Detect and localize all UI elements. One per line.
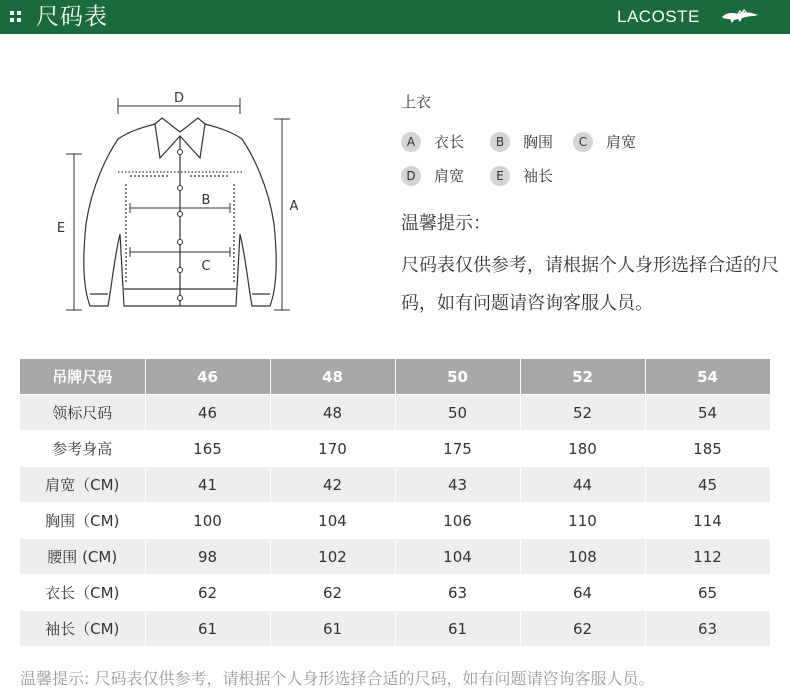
table-cell: 62 [520,611,645,647]
table-header-cell: 48 [270,359,395,395]
table-cell: 62 [145,575,270,611]
table-row [20,395,770,431]
dim-label-e: E [56,221,66,236]
table-cell: 43 [395,467,520,503]
table-cell: 45 [645,467,770,503]
table-cell: 185 [645,431,770,467]
dim-label-c: C [201,259,211,274]
legend-label: 袖长 [523,167,554,185]
row-label: 肩宽（CM) [20,467,145,503]
table-cell: 50 [395,395,520,431]
table-header-row [20,359,770,395]
legend-badge: D [401,166,421,186]
row-label: 袖长（CM) [20,611,145,647]
legend-label: 肩宽 [434,167,465,185]
row-label: 腰围 (CM) [20,539,145,575]
legend-badge: E [490,166,510,186]
table-header-cell: 吊牌尺码 [20,359,145,395]
table-cell: 61 [395,611,520,647]
legend-badge: B [490,132,510,152]
table-row [20,467,770,503]
table-cell: 180 [520,431,645,467]
row-label: 参考身高 [20,431,145,467]
table-row [20,539,770,575]
row-label: 胸围（CM) [20,503,145,539]
table-header-cell: 50 [395,359,520,395]
legend-label: 胸围 [523,133,554,151]
table-cell: 98 [145,539,270,575]
table-cell: 106 [395,503,520,539]
table-row [20,431,770,467]
table-cell: 63 [395,575,520,611]
table-cell: 52 [520,395,645,431]
dim-label-a: A [289,199,299,214]
table-cell: 108 [520,539,645,575]
row-label: 领标尺码 [20,395,145,431]
footer-tip: 温馨提示: 尺码表仅供参考，请根据个人身形选择合适的尺码，如有问题请咨询客服人员。 [20,669,655,688]
legend-badge: A [401,132,421,152]
table-cell: 42 [270,467,395,503]
table-cell: 112 [645,539,770,575]
dim-label-b: B [201,193,211,208]
table-cell: 54 [645,395,770,431]
table-cell: 104 [395,539,520,575]
table-cell: 46 [145,395,270,431]
table-cell: 61 [145,611,270,647]
table-cell: 114 [645,503,770,539]
table-cell: 44 [520,467,645,503]
table-header-cell: 52 [520,359,645,395]
legend-label: 肩宽 [606,133,637,151]
size-table [20,359,771,647]
category-label: 上衣 [401,93,432,111]
table-cell: 102 [270,539,395,575]
table-cell: 61 [270,611,395,647]
table-cell: 63 [645,611,770,647]
row-label: 衣长（CM) [20,575,145,611]
table-header-cell: 54 [645,359,770,395]
tip-title: 温馨提示： [401,213,491,234]
table-cell: 48 [270,395,395,431]
dim-label-d: D [173,91,185,106]
tip-text: 尺码表仅供参考，请根据个人身形选择合适的尺码，如有问题请咨询客服人员。 [401,255,779,314]
grid-dots-icon [10,11,22,23]
table-cell: 64 [520,575,645,611]
table-row [20,575,770,611]
table-header-cell: 46 [145,359,270,395]
table-cell: 170 [270,431,395,467]
legend-badge: C [573,132,593,152]
table-cell: 65 [645,575,770,611]
table-row [20,503,770,539]
page-title: 尺码表 [36,4,108,30]
table-cell: 100 [145,503,270,539]
table-cell: 175 [395,431,520,467]
crocodile-logo-icon [720,7,760,27]
brand-logo-text: LACOSTE [617,7,700,26]
table-cell: 110 [520,503,645,539]
table-cell: 41 [145,467,270,503]
table-row [20,611,770,647]
jacket-diagram [50,84,310,324]
table-cell: 104 [270,503,395,539]
header-bar [0,0,790,34]
table-cell: 62 [270,575,395,611]
legend-label: 衣长 [434,133,465,151]
table-cell: 165 [145,431,270,467]
